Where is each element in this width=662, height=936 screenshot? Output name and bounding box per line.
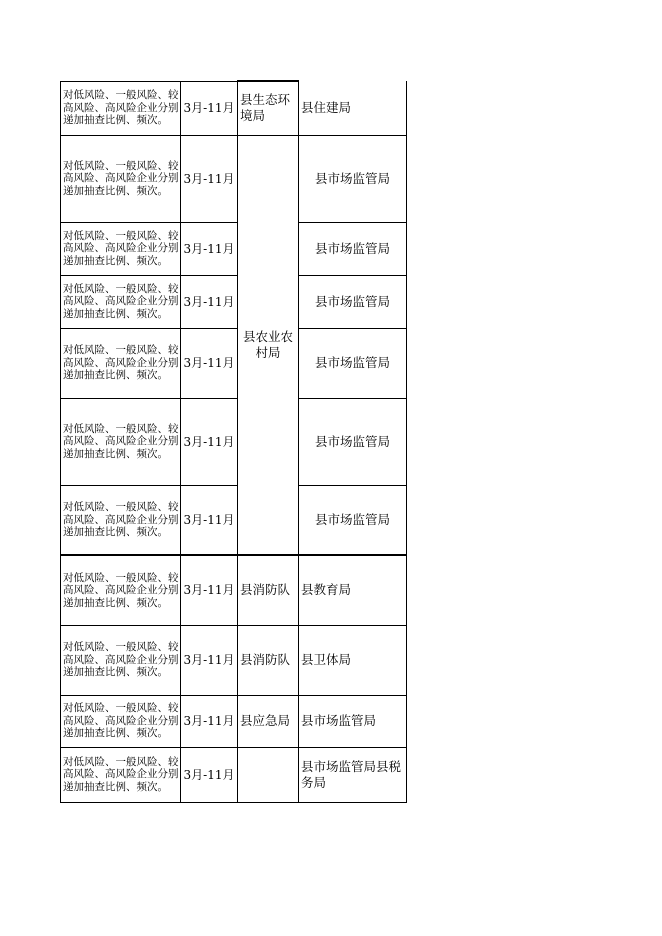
coop-dept-cell[interactable]: 县卫体局 bbox=[299, 625, 407, 695]
measure-cell[interactable]: 对低风险、一般风险、较高风险、高风险企业分别递加抽查比例、频次。 bbox=[61, 695, 181, 747]
coop-dept-cell[interactable]: 县市场监管局 bbox=[299, 695, 407, 747]
measure-cell[interactable]: 对低风险、一般风险、较高风险、高风险企业分别递加抽查比例、频次。 bbox=[61, 275, 181, 328]
table-row bbox=[61, 625, 407, 695]
time-cell[interactable]: 3月-11月 bbox=[181, 747, 238, 802]
table-row bbox=[61, 328, 407, 398]
time-cell[interactable]: 3月-11月 bbox=[181, 222, 238, 275]
lead-dept-cell[interactable] bbox=[238, 747, 299, 802]
measure-cell[interactable]: 对低风险、一般风险、较高风险、高风险企业分别递加抽查比例、频次。 bbox=[61, 747, 181, 802]
coop-dept-cell[interactable]: 县市场监管局 bbox=[299, 485, 407, 555]
time-cell[interactable]: 3月-11月 bbox=[181, 398, 238, 485]
table-row bbox=[61, 81, 407, 135]
lead-dept-cell[interactable]: 县生态环境局 bbox=[238, 81, 299, 135]
time-cell[interactable]: 3月-11月 bbox=[181, 328, 238, 398]
lead-dept-cell[interactable]: 县消防队 bbox=[238, 555, 299, 625]
coop-dept-cell[interactable]: 县教育局 bbox=[299, 555, 407, 625]
coop-dept-cell[interactable]: 县市场监管局县税务局 bbox=[299, 747, 407, 802]
lead-dept-cell[interactable]: 县消防队 bbox=[238, 625, 299, 695]
table-row bbox=[61, 398, 407, 485]
table-row bbox=[61, 135, 407, 222]
coop-dept-cell[interactable]: 县市场监管局 bbox=[299, 135, 407, 222]
measure-cell[interactable]: 对低风险、一般风险、较高风险、高风险企业分别递加抽查比例、频次。 bbox=[61, 625, 181, 695]
time-cell[interactable]: 3月-11月 bbox=[181, 485, 238, 555]
measure-cell[interactable]: 对低风险、一般风险、较高风险、高风险企业分别递加抽查比例、频次。 bbox=[61, 81, 181, 135]
table-row bbox=[61, 747, 407, 802]
measure-cell[interactable]: 对低风险、一般风险、较高风险、高风险企业分别递加抽查比例、频次。 bbox=[61, 222, 181, 275]
coop-dept-cell[interactable]: 县住建局 bbox=[299, 81, 407, 135]
table-row bbox=[61, 555, 407, 625]
measure-cell[interactable]: 对低风险、一般风险、较高风险、高风险企业分别递加抽查比例、频次。 bbox=[61, 485, 181, 555]
measure-cell[interactable]: 对低风险、一般风险、较高风险、高风险企业分别递加抽查比例、频次。 bbox=[61, 135, 181, 222]
table-row bbox=[61, 485, 407, 555]
table-row bbox=[61, 275, 407, 328]
time-cell[interactable]: 3月-11月 bbox=[181, 625, 238, 695]
lead-dept-cell-merged[interactable]: 县农业农村局 bbox=[238, 135, 299, 555]
lead-dept-cell[interactable]: 县应急局 bbox=[238, 695, 299, 747]
measure-cell[interactable]: 对低风险、一般风险、较高风险、高风险企业分别递加抽查比例、频次。 bbox=[61, 555, 181, 625]
time-cell[interactable]: 3月-11月 bbox=[181, 135, 238, 222]
measure-cell[interactable]: 对低风险、一般风险、较高风险、高风险企业分别递加抽查比例、频次。 bbox=[61, 398, 181, 485]
time-cell[interactable]: 3月-11月 bbox=[181, 555, 238, 625]
coop-dept-cell[interactable]: 县市场监管局 bbox=[299, 222, 407, 275]
table-row bbox=[61, 222, 407, 275]
time-cell[interactable]: 3月-11月 bbox=[181, 81, 238, 135]
time-cell[interactable]: 3月-11月 bbox=[181, 695, 238, 747]
time-cell[interactable]: 3月-11月 bbox=[181, 275, 238, 328]
coop-dept-cell[interactable]: 县市场监管局 bbox=[299, 328, 407, 398]
table-row bbox=[61, 695, 407, 747]
measure-cell[interactable]: 对低风险、一般风险、较高风险、高风险企业分别递加抽查比例、频次。 bbox=[61, 328, 181, 398]
spreadsheet-table bbox=[60, 80, 407, 803]
coop-dept-cell[interactable]: 县市场监管局 bbox=[299, 275, 407, 328]
coop-dept-cell[interactable]: 县市场监管局 bbox=[299, 398, 407, 485]
